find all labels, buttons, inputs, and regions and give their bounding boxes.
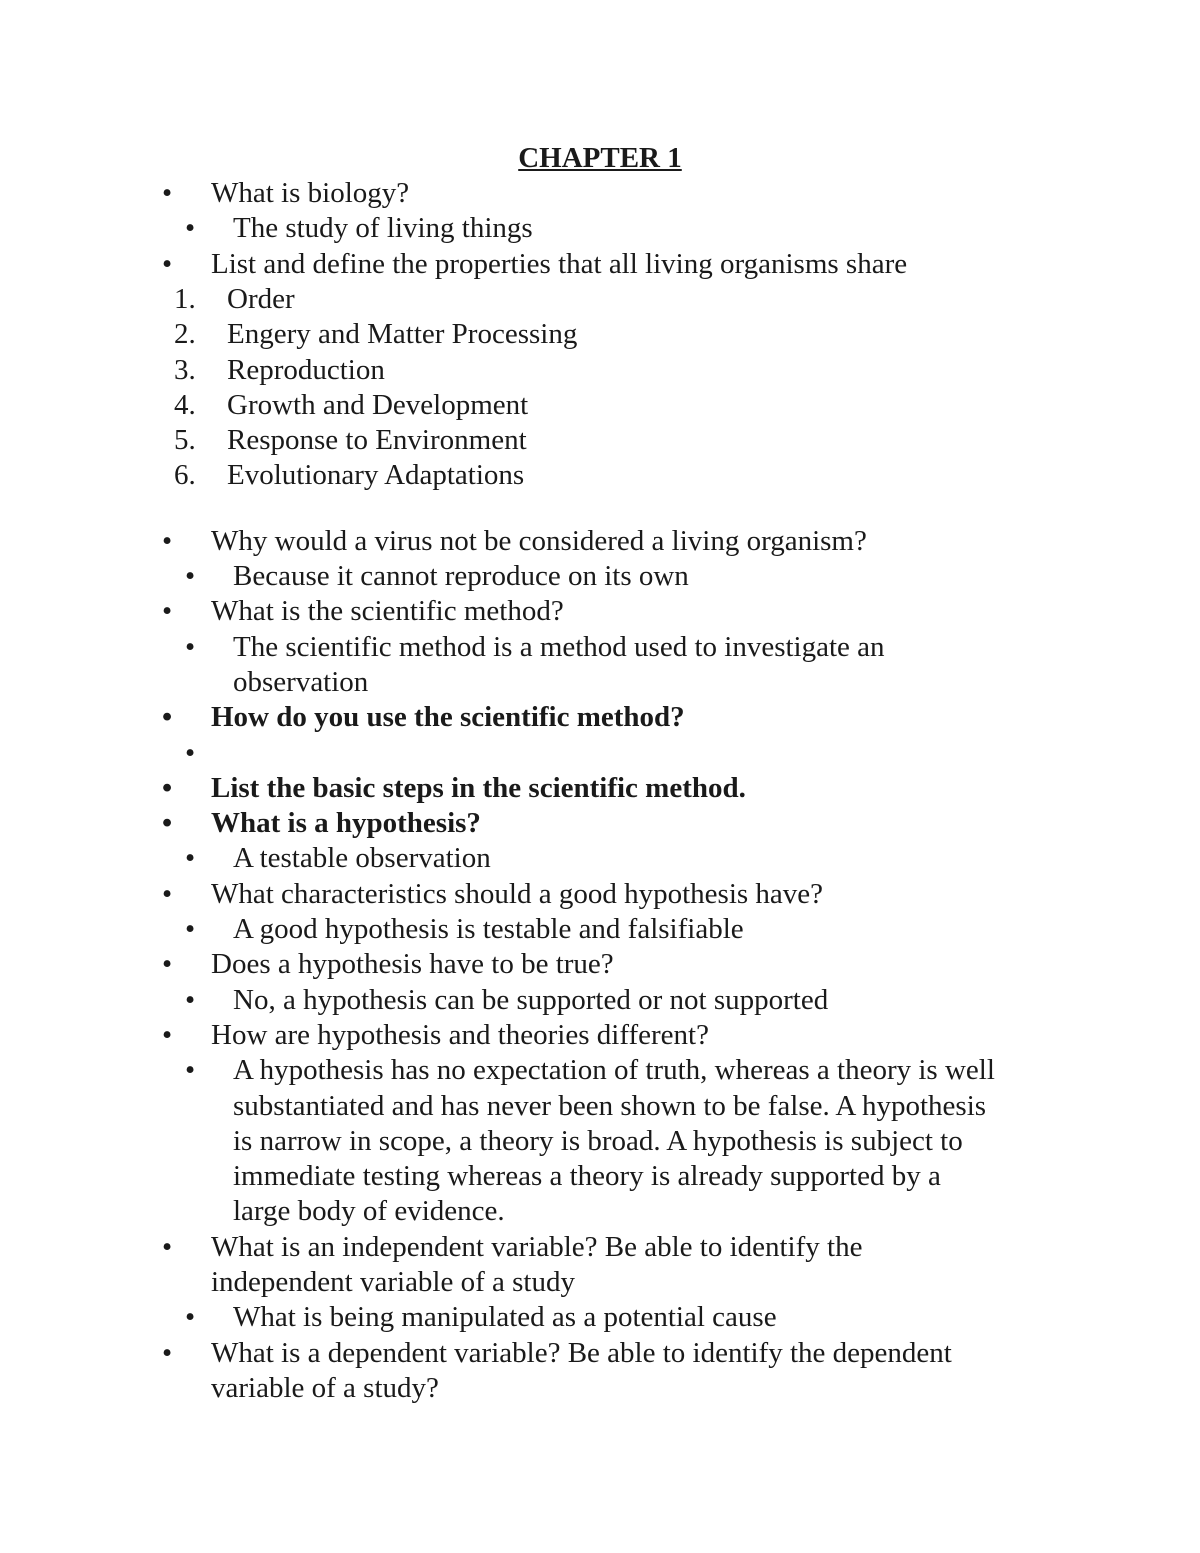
- line-text: How are hypothesis and theories different?: [211, 1018, 709, 1051]
- line-text: What is an independent variable? Be able to identify the: [211, 1230, 863, 1263]
- line-text: Because it cannot reproduce on its own: [233, 560, 689, 592]
- line-text: No, a hypothesis can be supported or not supported: [233, 983, 829, 1016]
- bullet-marker: •: [185, 736, 196, 769]
- bullet-marker: •: [185, 983, 196, 1016]
- line-text: What is being manipulated as a potential cause: [233, 1301, 777, 1334]
- line-text: independent variable of a study: [211, 1266, 575, 1298]
- bullet-marker: •: [162, 771, 173, 804]
- bullet-marker: •: [185, 842, 196, 875]
- line-text: What is the scientific method?: [211, 595, 564, 628]
- list-number: 4.: [174, 388, 196, 421]
- list-number: 5.: [174, 424, 196, 457]
- line-text: What characteristics should a good hypothesis have?: [211, 877, 824, 910]
- bullet-marker: •: [162, 877, 173, 910]
- list-number: 3.: [174, 353, 196, 386]
- line-text: immediate testing whereas a theory is already supported by a: [233, 1160, 941, 1193]
- bullet-marker: •: [185, 913, 196, 945]
- line-text: is narrow in scope, a theory is broad. A hypothesis is subject to: [233, 1124, 963, 1157]
- line-text: Evolutionary Adaptations: [227, 459, 525, 492]
- line-text: List and define the properties that all living organisms share: [211, 247, 908, 280]
- line-text: Engery and Matter Processing: [227, 318, 578, 351]
- line-text: List the basic steps in the scientific method.: [211, 771, 746, 804]
- bullet-marker: •: [162, 247, 173, 280]
- line-text: variable of a study?: [211, 1371, 439, 1404]
- line-text: large body of evidence.: [233, 1195, 505, 1228]
- line-text: Does a hypothesis have to be true?: [211, 948, 614, 981]
- bullet-marker: •: [162, 177, 173, 209]
- line-text: A hypothesis has no expectation of truth, whereas a theory is well: [233, 1054, 995, 1087]
- bullet-marker: •: [162, 1230, 173, 1263]
- line-text: Reproduction: [227, 353, 385, 386]
- page-title: CHAPTER 1: [518, 142, 682, 174]
- bullet-marker: •: [185, 630, 196, 663]
- line-text: observation: [233, 665, 369, 698]
- list-number: 1.: [174, 282, 196, 315]
- line-text: substantiated and has never been shown to be false. A hypothesis: [233, 1089, 987, 1122]
- bullet-marker: •: [162, 701, 173, 734]
- line-text: What is biology?: [211, 177, 410, 209]
- list-number: 2.: [174, 318, 196, 351]
- line-text: The study of living things: [233, 212, 533, 245]
- bullet-marker: •: [185, 212, 196, 245]
- line-text: A testable observation: [233, 842, 491, 875]
- line-text: Response to Environment: [227, 424, 527, 457]
- line-text: A good hypothesis is testable and falsifiable: [233, 913, 744, 945]
- bullet-marker: •: [162, 1336, 173, 1369]
- bullet-marker: •: [162, 524, 173, 557]
- line-text: The scientific method is a method used to investigate an: [233, 630, 885, 663]
- bullet-marker: •: [162, 948, 173, 981]
- list-number: 6.: [174, 459, 196, 492]
- bullet-marker: •: [162, 1018, 173, 1051]
- line-text: What is a dependent variable? Be able to identify the dependent: [211, 1336, 952, 1369]
- line-text: What is a hypothesis?: [211, 807, 481, 840]
- line-text: Why would a virus not be considered a living organism?: [211, 524, 867, 557]
- bullet-marker: •: [185, 560, 196, 592]
- bullet-marker: •: [185, 1301, 196, 1334]
- bullet-marker: •: [162, 807, 173, 840]
- line-text: Order: [227, 282, 295, 315]
- bullet-marker: •: [162, 595, 173, 628]
- line-text: How do you use the scientific method?: [211, 701, 685, 734]
- line-text: Growth and Development: [227, 388, 529, 421]
- bullet-marker: •: [185, 1054, 196, 1087]
